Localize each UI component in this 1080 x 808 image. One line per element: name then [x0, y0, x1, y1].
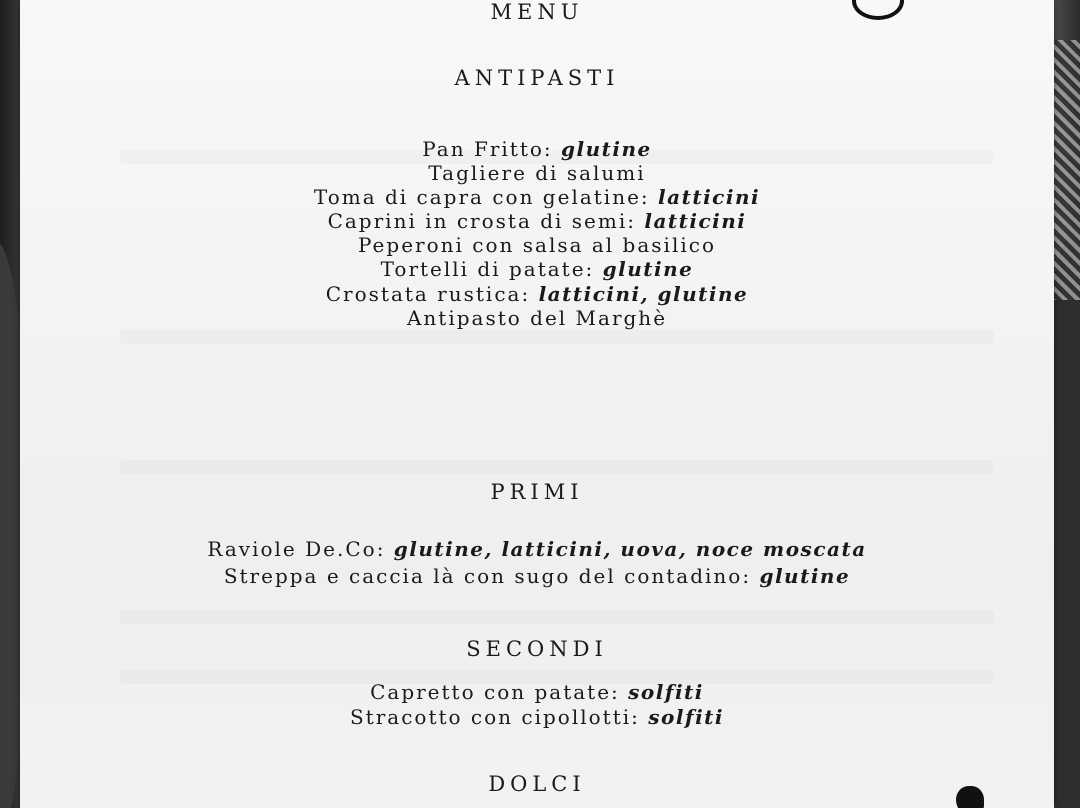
menu-item: Crostata rustica: latticini, glutine — [325, 282, 749, 306]
dish-allergens: glutine, latticini, uova, noce moscata — [393, 537, 867, 561]
dish-allergens: latticini, glutine — [538, 282, 749, 306]
menu-item — [20, 233, 1054, 257]
dish-allergens: glutine — [602, 257, 694, 281]
menu-title: MENU — [490, 0, 584, 24]
dish-name: Raviole De.Co — [207, 537, 377, 561]
show-through — [120, 610, 994, 624]
dish-allergens: glutine — [759, 564, 851, 588]
dish-name: Tagliere di salumi — [428, 161, 646, 185]
menu-item: Raviole De.Co: glutine, latticini, uova, noce moscata — [207, 537, 867, 561]
menu-item: Streppa e caccia là con sugo del contadino: glutine — [223, 564, 851, 588]
menu-item: Caprini in crosta di semi: latticini — [327, 209, 747, 233]
dish-name: Crostata rustica — [325, 282, 522, 306]
dish-name: Tortelli di patate — [380, 257, 586, 281]
show-through — [120, 460, 994, 474]
dish-allergens: latticini — [658, 185, 761, 209]
dish-name: Capretto con patate — [370, 680, 612, 704]
dish-name: Caprini in crosta di semi — [327, 209, 628, 233]
menu-item: Toma di capra con gelatine: latticini — [313, 185, 761, 209]
menu-item: Stracotto con cipollotti: solfiti — [349, 705, 724, 729]
dish-name: Stracotto con cipollotti — [349, 705, 632, 729]
dish-allergens: latticini — [644, 209, 747, 233]
tablecloth-pattern — [1050, 40, 1080, 300]
dish-name: Peperoni con salsa al basilico — [358, 233, 716, 257]
menu-item — [20, 306, 1054, 330]
menu-item: Pan Fritto: glutine — [422, 137, 652, 161]
dish-allergens: solfiti — [628, 680, 704, 704]
menu-item: Capretto con patate: solfiti — [370, 680, 704, 704]
menu-sheet — [20, 0, 1054, 808]
dish-name: Streppa e caccia là con sugo del contadino — [223, 564, 743, 588]
dish-name: Pan Fritto — [422, 137, 544, 161]
dish-name: Antipasto del Marghè — [406, 306, 668, 330]
dish-allergens: glutine — [561, 137, 652, 161]
menu-item: Tortelli di patate: glutine — [380, 257, 694, 281]
menu-item — [20, 161, 1054, 185]
dish-name: Toma di capra con gelatine — [313, 185, 641, 209]
dish-allergens: solfiti — [648, 705, 724, 729]
section-heading-dolci: DOLCI — [488, 772, 586, 796]
section-heading-antipasti: ANTIPASTI — [454, 66, 620, 90]
section-heading-primi: PRIMI — [490, 480, 584, 504]
show-through — [120, 330, 994, 344]
section-heading-secondi: SECONDI — [466, 637, 608, 661]
